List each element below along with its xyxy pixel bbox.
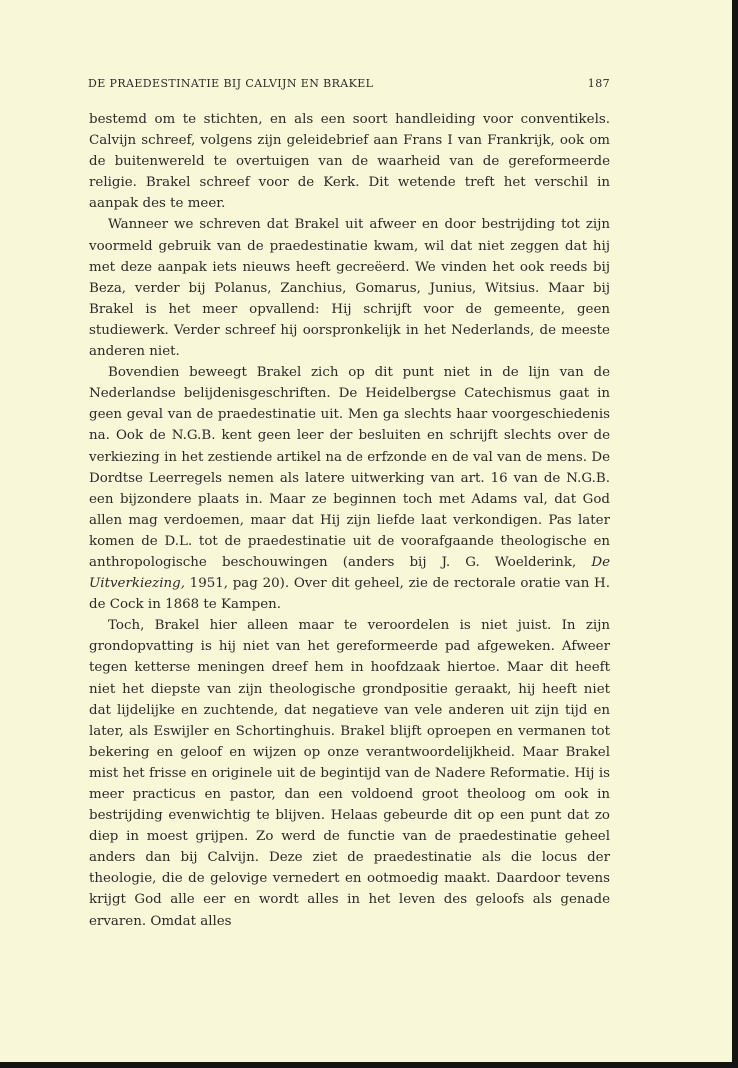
page-number: 187 xyxy=(587,77,610,90)
paragraph-3-text-before: Bovendien beweegt Brakel zich op dit punt niet in de lijn van de Nederlandse belijdenisgeschriften. De Heidelbergse Catechismus gaat in geen geval van de praedestinatie uit. Men ga slechts haar voorgeschiedenis na. Ook de N.G.B. kent geen leer der besluiten en schrijft slechts over de verkiezing in het zestiende artikel na de erfzonde en de val van de mens. De Dordtse Leerregels nemen als latere uitwerking van art. 16 van de N.G.B. een bijzondere plaats in. Maar ze beginnen toch met Adams val, dat God allen mag verdoemen, maar dat Hij zijn liefde laat verkondigen. Pas later komen de D.L. tot de praedestinatie uit de voorafgaande theologische en anthropologische beschouwingen (anders bij J. G. Woelderink, xyxy=(89,365,610,570)
paragraph-4: Toch, Brakel hier alleen maar te veroordelen is niet juist. In zijn grondopvatting is hij niet van het gereformeerde pad afgeweken. Afweer tegen ketterse meningen dreef hem in hoofdzaak hiertoe. Maar dit heeft niet het diepste van zijn theologische grondpositie geraakt, hij heeft niet dat lijdelijke en zuchtende, dat negatieve van vele anderen uit zijn tijd en later, als Eswijler en Schortinghuis. Brakel blijft oproepen en vermanen tot bekering en geloof en wijzen op onze verantwoordelijkheid. Maar Brakel mist het frisse en originele uit de begintijd van de Nadere Reformatie. Hij is meer practicus en pastor, dan een voldoend groot theoloog om ook in bestrijding evenwichtig te blijven. Helaas gebeurde dit op een punt dat zo diep in moest grijpen. Zo werd de functie van de praedestinatie geheel anders dan bij Calvijn. Deze ziet de praedestinatie als die locus der theologie, die de gelovige vernedert en ootmoedig maakt. Daardoor tevens krijgt God alle eer en wordt alles in het leven des geloofs als genade ervaren. Omdat alles xyxy=(89,618,610,929)
paragraph-1: bestemd om te stichten, en als een soort handleiding voor conventikels. Calvijn schreef, volgens zijn geleidebrief aan Frans I van Frankrijk, ook om de buitenwereld te overtuigen van de waarheid van de gereformeerde religie. Brakel schreef voor de Kerk. Dit wetende treft het verschil in aanpak des te meer. xyxy=(89,112,610,212)
book-title: De Uitverkiezing, xyxy=(89,554,610,592)
running-title: DE PRAEDESTINATIE BIJ CALVIJN EN BRAKEL xyxy=(88,77,374,90)
paragraph-3-text-after: 1951, pag 20). Over dit geheel, zie de rectorale oratie van H. de Cock in 1868 te Kampen. xyxy=(89,576,610,613)
paragraph-2: Wanneer we schreven dat Brakel uit afweer en door bestrijding tot zijn voormeld gebruik van de praedestinatie kwam, wil dat niet zeggen dat hij met deze aanpak iets nieuws heeft gecreëerd. We vinden het ook reeds bij Beza, verder bij Polanus, Zanchius, Gomarus, Junius, Witsius. Maar bij Brakel is het meer opvallend: Hij schrijft voor de gemeente, geen studiewerk. Verder schreef hij oorspronkelijk in het Nederlands, de meeste anderen niet. xyxy=(89,217,610,360)
paragraph-3 xyxy=(89,362,610,615)
body-text xyxy=(89,109,610,932)
